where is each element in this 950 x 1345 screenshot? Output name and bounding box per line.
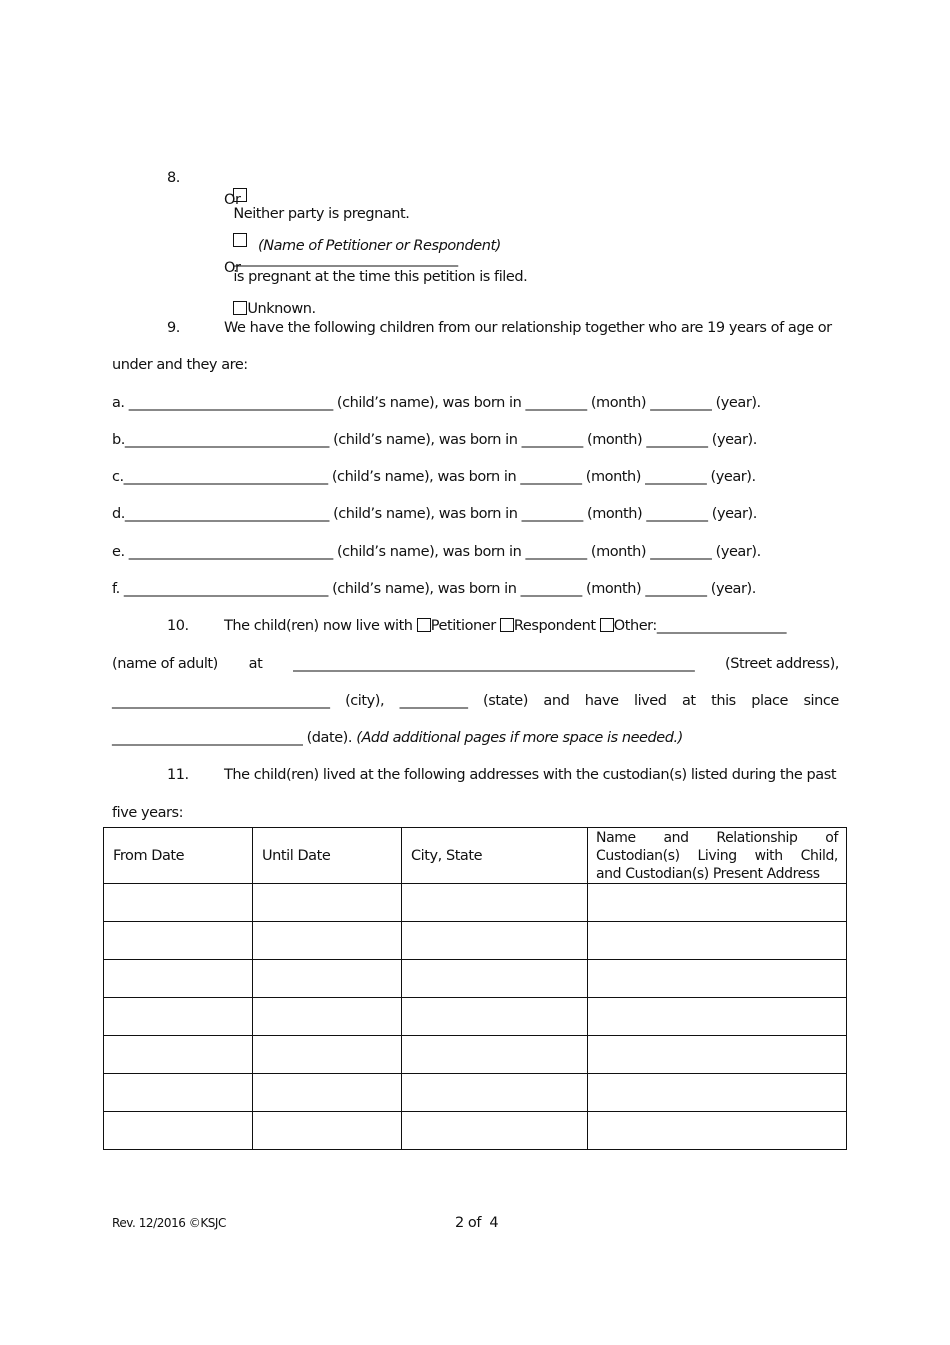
table-cell[interactable] (104, 1074, 253, 1112)
item10-line2 (112, 655, 839, 673)
word-and: and (543, 693, 570, 709)
pregnant-name-blank[interactable]: _________________________________ (233, 251, 458, 267)
item11-number: 11. (167, 767, 189, 783)
word-this: this (711, 693, 736, 709)
item10-line4 (112, 729, 683, 747)
table-cell[interactable] (253, 1112, 402, 1150)
child-row-b[interactable]: b.______________________________ (child’s name), was born in _________ (month) _________ (year). (112, 432, 757, 448)
item11-line1: The child(ren) lived at the following addresses with the custodian(s) listed during the past (224, 767, 837, 783)
date-label: (date). (306, 730, 353, 746)
child-row-d[interactable]: d.______________________________ (child’s name), was born in _________ (month) _________ (year). (112, 506, 757, 522)
item11-line2: five years: (112, 805, 184, 821)
child-row-a[interactable]: a. ______________________________ (child’s name), was born in _________ (month) _________ (year). (112, 395, 761, 411)
table-cell[interactable] (402, 884, 588, 922)
table-cell[interactable] (104, 1112, 253, 1150)
until-date-header: Until Date (253, 828, 402, 884)
table-cell[interactable] (253, 998, 402, 1036)
city-label: (city), (345, 693, 385, 709)
name-of-adult-label: (name of adult) (112, 656, 218, 672)
item10-number: 10. (167, 618, 189, 634)
child-row-e[interactable]: e. ______________________________ (child’s name), was born in _________ (month) _________ (year). (112, 544, 761, 560)
table-header-row (104, 828, 847, 884)
revision-footer: Rev. 12/2016 ©KSJC (112, 1216, 226, 1230)
custodian-header-line-2: Custodian(s) Living with Child, (596, 847, 838, 864)
word-since: since (803, 693, 839, 709)
item10-line3 (112, 692, 839, 710)
city-blank[interactable]: ________________________________ (112, 693, 330, 709)
table-cell[interactable] (402, 960, 588, 998)
custodian-name-header (588, 828, 847, 884)
table-row (104, 1074, 847, 1112)
word-at: at (681, 693, 696, 709)
street-address-blank[interactable]: ___________________________________________________________ (293, 656, 695, 672)
word-place: place (751, 693, 788, 709)
page-number: 2 of 4 (455, 1215, 499, 1231)
table-row (104, 922, 847, 960)
neither-pregnant-label: Neither party is pregnant. (233, 206, 410, 222)
table-cell[interactable] (588, 1112, 847, 1150)
table-cell[interactable] (402, 1036, 588, 1074)
table-row (104, 884, 847, 922)
petitioner-checkbox[interactable] (417, 618, 431, 632)
table-row (104, 960, 847, 998)
petitioner-label: Petitioner (430, 618, 496, 634)
state-blank[interactable]: __________ (399, 693, 468, 709)
word-lived: lived (634, 693, 667, 709)
respondent-label: Respondent (513, 618, 596, 634)
or-label-2: Or (224, 260, 241, 276)
table-cell[interactable] (588, 960, 847, 998)
state-label: (state) (483, 693, 528, 709)
child-row-f[interactable]: f. ______________________________ (child’s name), was born in _________ (month) _________ (year). (112, 581, 756, 597)
other-label[interactable]: Other:___________________ (613, 618, 787, 634)
table-cell[interactable] (588, 998, 847, 1036)
table-cell[interactable] (402, 922, 588, 960)
is-pregnant-checkbox[interactable] (233, 233, 247, 247)
table-cell[interactable] (104, 960, 253, 998)
table-cell[interactable] (104, 998, 253, 1036)
table-cell[interactable] (253, 960, 402, 998)
date-blank[interactable]: ____________________________ (112, 730, 303, 746)
table-cell[interactable] (402, 1112, 588, 1150)
table-cell[interactable] (588, 884, 847, 922)
item10-line1 (224, 617, 786, 635)
city-state-header: City, State (402, 828, 588, 884)
table-cell[interactable] (588, 1074, 847, 1112)
additional-pages-note: (Add additional pages if more space is needed.) (356, 730, 683, 746)
table-cell[interactable] (253, 1036, 402, 1074)
word-have: have (584, 693, 619, 709)
respondent-checkbox[interactable] (500, 618, 514, 632)
custodian-header-line-1: Name and Relationship of (596, 829, 838, 846)
table-cell[interactable] (402, 1074, 588, 1112)
custodian-history-table (103, 827, 847, 1150)
table-cell[interactable] (402, 998, 588, 1036)
table-cell[interactable] (253, 1074, 402, 1112)
table-cell[interactable] (588, 1036, 847, 1074)
item8-number: 8. (167, 170, 180, 186)
unknown-checkbox[interactable] (233, 301, 247, 315)
other-checkbox[interactable] (600, 618, 614, 632)
table-row (104, 1036, 847, 1074)
table-row (104, 1112, 847, 1150)
child-row-c[interactable]: c.______________________________ (child’s name), was born in _________ (month) _________ (year). (112, 469, 756, 485)
name-caption: (Name of Petitioner or Respondent) (258, 238, 501, 254)
street-address-label: (Street address), (725, 656, 839, 672)
table-cell[interactable] (588, 922, 847, 960)
live-with-label: The child(ren) now live with (224, 618, 413, 634)
table-cell[interactable] (104, 1036, 253, 1074)
item9-line1: We have the following children from our relationship together who are 19 years of age or (224, 320, 832, 336)
item8-option-unknown (225, 282, 316, 318)
table-row (104, 998, 847, 1036)
table-cell[interactable] (104, 884, 253, 922)
item9-number: 9. (167, 320, 180, 336)
table-cell[interactable] (104, 922, 253, 960)
is-pregnant-label: is pregnant at the time this petition is filed. (233, 269, 528, 285)
custodian-header-line-3: and Custodian(s) Present Address (596, 865, 820, 882)
item9-line2: under and they are: (112, 357, 248, 373)
at-label: at (248, 656, 263, 672)
or-label-1: Or (224, 192, 241, 208)
unknown-label: Unknown. (247, 301, 316, 317)
from-date-header: From Date (104, 828, 253, 884)
table-cell[interactable] (253, 884, 402, 922)
table-cell[interactable] (253, 922, 402, 960)
